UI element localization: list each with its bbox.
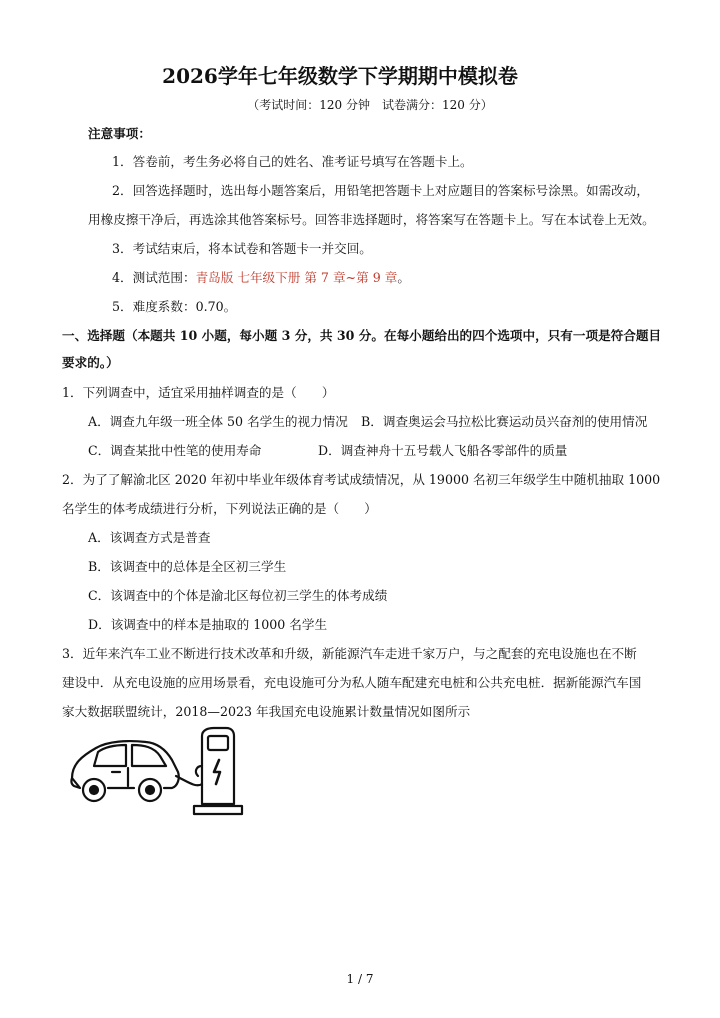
q2-option-d: D．该调查中的样本是抽取的 1000 名学生 xyxy=(88,617,328,632)
q2-option-c: C．该调查中的个体是渝北区每位初三学生的体考成绩 xyxy=(88,588,388,603)
q2-option-a: A．该调查方式是普查 xyxy=(88,530,211,545)
note-item-3: 3．考试结束后，将本试卷和答题卡一并交回。 xyxy=(112,241,372,256)
note-item-4-prefix: 4．测试范围： xyxy=(112,270,196,285)
q1-option-c: C．调查某批中性笔的使用寿命 xyxy=(88,443,262,458)
notes-heading: 注意事项： xyxy=(88,126,151,141)
note-item-2-line-2: 用橡皮擦干净后，再选涂其他答案标号。回答非选择题时，将答案写在答题卡上。写在本试卷上无效。 xyxy=(88,212,655,227)
q2-stem-line-1: 2．为了了解渝北区 2020 年初中毕业年级体育考试成绩情况，从 19000 名初三年级学生中随机抽取 1000 xyxy=(62,472,661,487)
page-number: 1 / 7 xyxy=(346,972,374,986)
q3-line-2: 建设中．从充电设施的应用场景看，充电设施可分为私人随车配建充电桩和公共充电桩．据新能源汽车国 xyxy=(62,675,642,690)
note-item-1: 1．答卷前，考生务必将自己的姓名、准考证号填写在答题卡上。 xyxy=(112,154,473,169)
exam-info: （考试时间：120 分钟 试卷满分：120 分） xyxy=(247,98,493,112)
note-item-2-line-1: 2．回答选择题时，选出每小题答案后，用铅笔把答题卡上对应题目的答案标号涂黑。如需改动， xyxy=(112,183,649,198)
q1-option-b: B．调查奥运会马拉松比赛运动员兴奋剂的使用情况 xyxy=(361,414,648,429)
page-title: 2026学年七年级数学下学期期中模拟卷 xyxy=(162,64,518,88)
q1-stem: 1．下列调查中，适宜采用抽样调查的是（ ） xyxy=(62,385,335,400)
test-range: 青岛版 七年级下册 第 7 章~第 9 章 xyxy=(195,270,398,285)
note-item-4 xyxy=(112,270,410,286)
q3-line-1: 3．近年来汽车工业不断进行技术改革和升级，新能源汽车走进千家万户，与之配套的充电设施也在不断 xyxy=(62,646,637,661)
note-item-5: 5．难度系数：0.70。 xyxy=(112,299,237,314)
section-heading-line-2: 要求的。） xyxy=(62,355,119,370)
q1-option-a: A．调查九年级一班全体 50 名学生的视力情况 xyxy=(88,414,348,429)
ev-charging-car-icon xyxy=(68,726,248,816)
note-item-4-suffix: 。 xyxy=(397,270,410,285)
q3-line-3: 家大数据联盟统计，2018—2023 年我国充电设施累计数量情况如图所示 xyxy=(62,704,471,719)
q2-stem-line-2: 名学生的体考成绩进行分析，下列说法正确的是（ ） xyxy=(62,501,377,516)
q1-option-d: D．调查神舟十五号载人飞船各零部件的质量 xyxy=(318,443,568,458)
q2-option-b: B．该调查中的总体是全区初三学生 xyxy=(88,559,287,574)
section-heading-line-1: 一、选择题（本题共 10 小题，每小题 3 分，共 30 分。在每小题给出的四个选项中，只有一项是符合题目 xyxy=(62,328,662,343)
